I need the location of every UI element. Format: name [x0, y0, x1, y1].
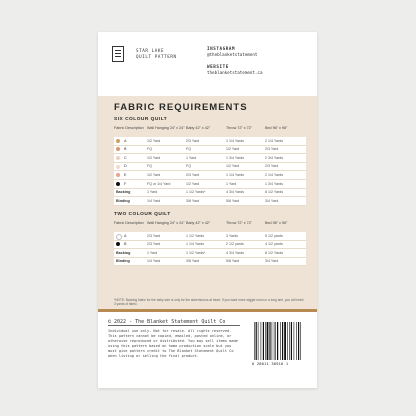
fabric-label: D — [124, 164, 127, 169]
fabric-swatch-icon — [116, 242, 120, 246]
yardage-cell: 1 1/2 Yards — [186, 233, 205, 238]
fabric-label: F — [124, 181, 127, 186]
pattern-name-line1: STAR LAKE — [136, 48, 165, 53]
fabric-swatch-icon — [116, 165, 120, 169]
yardage-cell: 2/3 Yard — [147, 233, 161, 238]
two-header-0: Fabric Description — [114, 221, 144, 225]
six-header-3: Throw 72" x 72" — [226, 126, 252, 130]
barcode-bar — [289, 322, 290, 360]
two-header-4: Bed 96" x 96" — [265, 221, 288, 225]
yardage-cell: 5/8 Yard — [226, 259, 240, 264]
fabric-swatch-icon — [116, 139, 120, 143]
two-header-2: Baby 42" x 42" — [186, 221, 211, 225]
fabric-label: E — [124, 172, 127, 177]
pattern-name-line2: QUILT PATTERN — [136, 54, 177, 59]
yardage-cell: FQ — [147, 164, 152, 169]
barcode-bar — [300, 322, 301, 360]
table-row — [114, 137, 306, 146]
yardage-cell: 2/3 Yard — [186, 172, 200, 177]
fabric-label: A — [124, 138, 127, 143]
barcode-number: 6 28011 30916 1 — [252, 362, 289, 366]
barcode-bar — [298, 322, 299, 360]
yardage-cell: FQ or 1/4 Yard — [147, 181, 171, 186]
two-header-3: Throw 72" x 72" — [226, 221, 252, 225]
barcode-bar — [296, 322, 297, 360]
yardage-cell: 2 1/4 Yards — [265, 138, 284, 143]
barcode-bar — [277, 322, 278, 360]
copyright: © 2022 - The Blanket Statement Quilt Co — [108, 319, 226, 325]
website-label: WEBSITE — [207, 64, 229, 69]
fabric-label: C — [124, 155, 127, 160]
fabric-label: Backing — [116, 190, 131, 195]
yardage-cell: 1/2 Yard — [147, 172, 161, 177]
yardage-cell: 1 Yard — [186, 155, 197, 160]
six-colour-heading: SIX COLOUR QUILT — [114, 117, 168, 122]
yardage-cell: 1 3/4 Yards — [226, 155, 245, 160]
yardage-cell: 1 1/4 Yards — [226, 138, 245, 143]
yardage-cell: 8 1/2 Yards — [265, 190, 284, 195]
barcode-bar — [265, 322, 266, 360]
yardage-cell: 1 1/4 Yards — [226, 172, 245, 177]
table-row — [114, 189, 306, 198]
page-title: FABRIC REQUIREMENTS — [114, 102, 248, 113]
card-header — [98, 32, 317, 96]
yardage-cell: 3/8 Yard — [186, 259, 200, 264]
fabric-label: Binding — [116, 259, 130, 264]
fabric-label: B — [124, 147, 127, 152]
fabric-label: A — [124, 233, 127, 238]
six-header-0: Fabric Description — [114, 126, 144, 130]
barcode-bar — [274, 322, 275, 360]
table-row — [114, 180, 306, 189]
yardage-cell: 1/2 Yard — [186, 181, 200, 186]
six-header-1: Wall Hanging 24" x 24" — [147, 126, 185, 130]
six-colour-table — [114, 137, 306, 206]
barcode-bar — [256, 322, 257, 360]
fabric-label: B — [124, 242, 127, 247]
six-header-2: Baby 42" x 42" — [186, 126, 211, 130]
table-row — [114, 241, 306, 250]
yardage-cell: 2/3 Yard — [147, 242, 161, 247]
yardage-cell: 1/4 Yard — [147, 259, 161, 264]
yardage-cell: 2 1/2 yards — [226, 242, 244, 247]
yardage-cell: 4 1/2 yards — [265, 242, 283, 247]
yardage-cell: 3/4 Yard — [265, 198, 279, 203]
table-row — [114, 232, 306, 241]
yardage-cell: 8 1/2 Yards — [265, 250, 284, 255]
barcode-bar — [263, 322, 264, 360]
fabric-swatch-icon — [116, 234, 122, 240]
yardage-cell: 5/8 Yard — [226, 198, 240, 203]
yardage-cell: 2/3 Yard — [265, 147, 279, 152]
barcode-bar — [284, 322, 286, 360]
table-row — [114, 249, 306, 258]
barcode-bar — [254, 322, 255, 360]
barcode-bar — [267, 322, 269, 360]
table-row — [114, 154, 306, 163]
barcode-bar — [280, 322, 281, 360]
barcode-bar — [275, 322, 276, 360]
yardage-cell: FQ — [186, 164, 191, 169]
yardage-cell: 2 3/4 Yards — [265, 155, 284, 160]
two-header-1: Wall Hanging 24" x 24" — [147, 221, 185, 225]
barcode — [252, 320, 306, 370]
table-row — [114, 171, 306, 180]
barcode-bar — [294, 322, 295, 360]
yardage-cell: 2 1/4 Yards — [265, 172, 284, 177]
instagram-handle: @theblanketstatement — [207, 52, 258, 57]
yardage-cell: 1 1/2 Yards* — [186, 190, 206, 195]
yardage-cell: 1 Yard — [147, 250, 158, 255]
yardage-cell: 1 Yard — [147, 190, 158, 195]
yardage-cell: FQ — [147, 147, 152, 152]
yardage-cell: 1/2 Yard — [147, 138, 161, 143]
pattern-name — [136, 48, 177, 60]
fabric-swatch-icon — [116, 156, 120, 160]
yardage-cell: 3/8 Yard — [186, 198, 200, 203]
yardage-cell: 1/4 Yard — [147, 198, 161, 203]
yardage-cell: 3 Yards — [226, 233, 239, 238]
yardage-cell: FQ — [186, 147, 191, 152]
yardage-cell: 1/2 Yard — [226, 147, 240, 152]
yardage-cell: 5 1/2 yards — [265, 233, 283, 238]
yardage-cell: 4 3/4 Yards — [226, 250, 245, 255]
contact-info — [207, 46, 262, 76]
table-row — [114, 258, 306, 267]
two-colour-table — [114, 232, 306, 266]
legal-text: Individual use only. Not for resale. All rights reserved. This pattern cannot be copied, emailed, posted online, or otherwise reproduced or distributed. You may sell items made using this pattern based on home production scale but you must give pattern credit to The Blanket Statement Quilt Co when listing or selling the final product. — [108, 329, 238, 358]
yardage-cell: 3/4 Yard — [265, 259, 279, 264]
two-colour-heading: TWO COLOUR QUILT — [114, 212, 171, 217]
barcode-bar — [269, 322, 270, 360]
yardage-cell: 1/2 Yard — [147, 155, 161, 160]
yardage-cell: 2/3 Yard — [186, 138, 200, 143]
barcode-bar — [287, 322, 288, 360]
fabric-swatch-icon — [116, 173, 120, 177]
table-row — [114, 197, 306, 206]
yardage-cell: 1 Yard — [226, 181, 237, 186]
barcode-bar — [272, 322, 273, 360]
barcode-bar — [261, 322, 262, 360]
barcode-bar — [291, 322, 292, 360]
divider-rule — [98, 309, 317, 312]
pattern-card — [98, 32, 317, 388]
fabric-label: Backing — [116, 250, 131, 255]
yardage-cell: 4 3/4 Yards — [226, 190, 245, 195]
barcode-icon — [252, 320, 306, 362]
table-row — [114, 146, 306, 155]
yardage-cell: 2/3 Yard — [265, 164, 279, 169]
instagram-label: INSTAGRAM — [207, 46, 236, 51]
fabric-label: Binding — [116, 198, 130, 203]
barcode-bar — [282, 322, 283, 360]
yardage-cell: 1/2 Yard — [226, 164, 240, 169]
copyright-rule — [108, 325, 240, 326]
fabric-swatch-icon — [116, 147, 120, 151]
fabric-swatch-icon — [116, 182, 120, 186]
website-url: theblanketstatement.ca — [207, 70, 263, 75]
logo-icon — [112, 46, 124, 62]
yardage-cell: 1 3/4 Yards — [265, 181, 284, 186]
six-header-4: Bed 96" x 96" — [265, 126, 288, 130]
yardage-cell: 1 1/2 Yards* — [186, 250, 206, 255]
table-row — [114, 163, 306, 172]
yardage-cell: 1 1/4 Yards — [186, 242, 205, 247]
backing-note: *NOTE: Backing fabric for the baby size is only for the adventurous at heart. If you want more wiggle room or a long arm, you will need 3 yards of fabric. — [114, 298, 304, 306]
barcode-bar — [258, 322, 259, 360]
